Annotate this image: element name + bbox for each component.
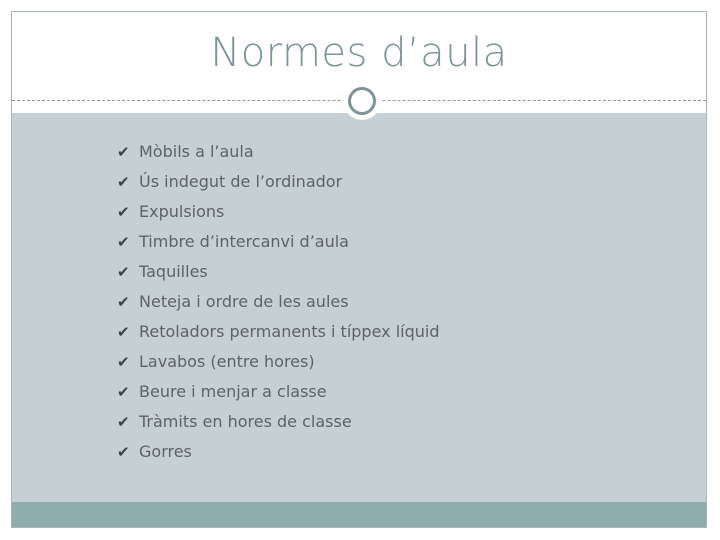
slide-title: Normes d’aula xyxy=(210,30,508,76)
circle-ornament-icon xyxy=(348,87,376,115)
list-item-label: Beure i menjar a classe xyxy=(139,382,327,401)
footer-bar xyxy=(12,502,706,527)
list-item xyxy=(117,347,439,377)
list-item xyxy=(117,317,439,347)
list-item-label: Expulsions xyxy=(139,202,225,221)
list-item-label: Tràmits en hores de classe xyxy=(139,412,352,431)
checkmark-icon: ✔ xyxy=(117,143,130,161)
checkmark-icon: ✔ xyxy=(117,173,130,191)
list-item-label: Lavabos (entre hores) xyxy=(139,352,315,371)
list-item xyxy=(117,377,439,407)
list-item xyxy=(117,167,439,197)
checkmark-icon: ✔ xyxy=(117,263,130,281)
list-item-label: Gorres xyxy=(139,442,192,461)
checkmark-icon: ✔ xyxy=(117,203,130,221)
list-item-label: Neteja i ordre de les aules xyxy=(139,292,349,311)
list-item-label: Mòbils a l’aula xyxy=(139,142,254,161)
checkmark-icon: ✔ xyxy=(117,353,130,371)
list-item xyxy=(117,407,439,437)
checkmark-icon: ✔ xyxy=(117,293,130,311)
list-item xyxy=(117,287,439,317)
list-item-label: Timbre d’intercanvi d’aula xyxy=(139,232,349,251)
checkmark-icon: ✔ xyxy=(117,323,130,341)
list-item-label: Ús indegut de l’ordinador xyxy=(139,172,343,191)
checkmark-icon: ✔ xyxy=(117,443,130,461)
list-item xyxy=(117,137,439,167)
list-item xyxy=(117,437,439,467)
list-item-label: Taquilles xyxy=(139,262,208,281)
list-item xyxy=(117,197,439,227)
checkmark-icon: ✔ xyxy=(117,233,130,251)
checkmark-icon: ✔ xyxy=(117,383,130,401)
checkmark-icon: ✔ xyxy=(117,413,130,431)
list-item xyxy=(117,227,439,257)
list-item xyxy=(117,257,439,287)
rules-list xyxy=(117,137,439,467)
list-item-label: Retoladors permanents i típpex líquid xyxy=(139,322,440,341)
